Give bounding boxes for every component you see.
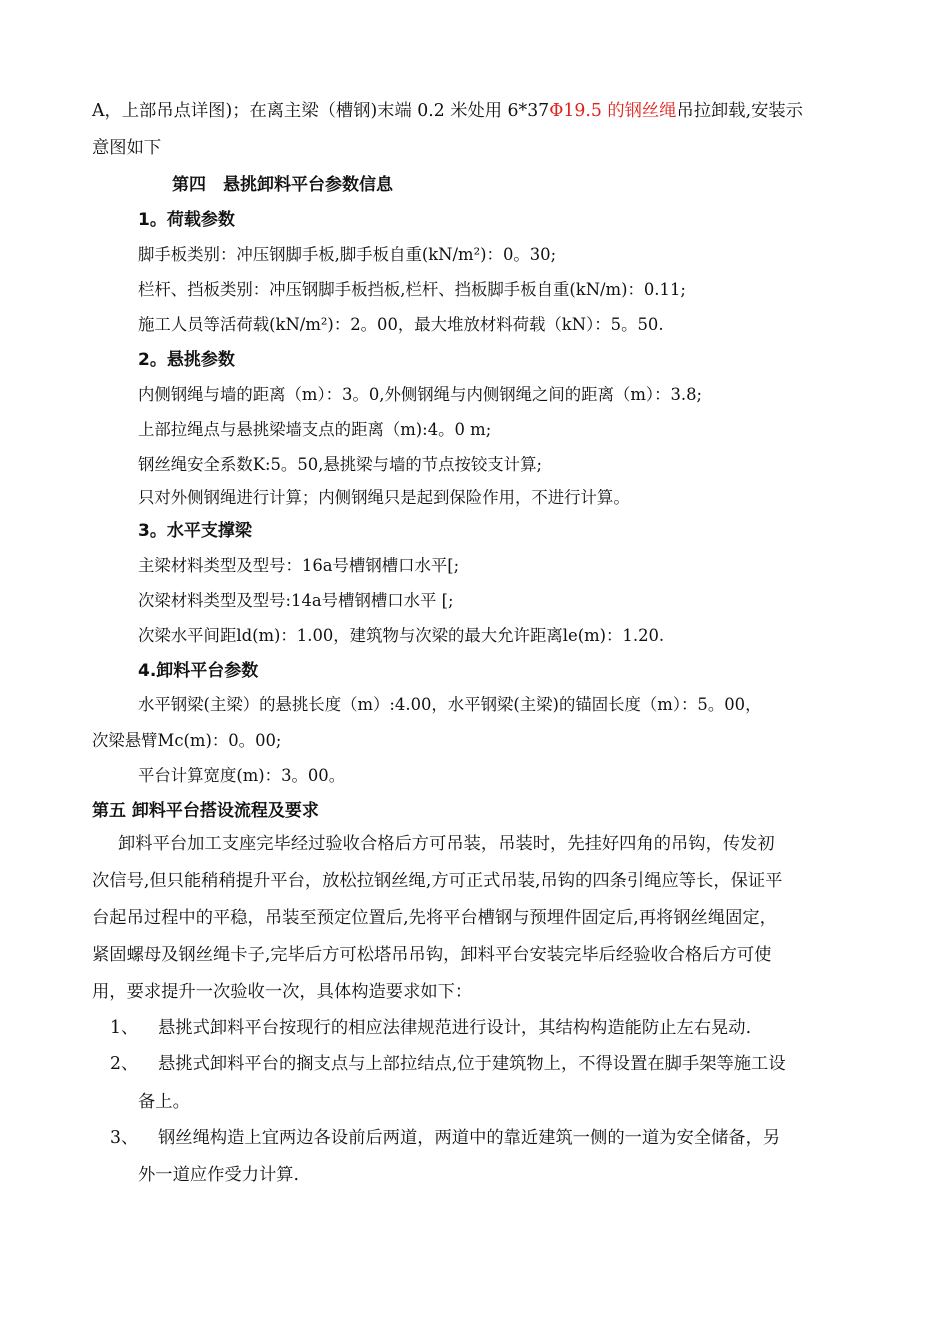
item-3-number: 3、: [110, 1128, 139, 1148]
section4-h2-line-4: 只对外侧钢绳进行计算；内侧钢绳只是起到保险作用，不进行计算。: [138, 488, 630, 507]
section5-para-line-2: 次信号,但只能稍稍提升平台，放松拉钢丝绳,方可正式吊装,吊钩的四条引绳应等长，保证平: [92, 871, 783, 891]
item-2-text-cont: 备上。: [138, 1092, 190, 1112]
item-1-number: 1、: [110, 1018, 139, 1038]
section4-heading-1: 1。荷载参数: [138, 210, 235, 230]
intro-text-red: Φ19.5 的钢丝绳: [549, 101, 677, 121]
section4-heading-4: 4.卸料平台参数: [138, 661, 259, 681]
section4-h3-line-1: 主梁材料类型及型号：16a号槽钢槽口水平[;: [138, 556, 460, 575]
section4-h3-line-2: 次梁材料类型及型号:14a号槽钢槽口水平 [;: [138, 591, 454, 610]
section5-para-line-4: 紧固螺母及钢丝绳卡子,完毕后方可松塔吊吊钩，卸料平台安装完毕后经验收合格后方可使: [92, 945, 772, 965]
intro-line-1: [92, 99, 803, 123]
section5-title: 第五 卸料平台搭设流程及要求: [92, 801, 319, 821]
intro-text-a: A，上部吊点详图)；在离主梁（槽钢)末端 0.2 米处用 6*37: [92, 101, 550, 121]
item-2-number: 2、: [110, 1054, 139, 1074]
section4-h4-line-1: 水平钢梁(主梁）的悬挑长度（m）:4.00，水平钢梁(主梁)的锚固长度（m）：5。00，: [138, 695, 762, 714]
section4-h1-line-3: 施工人员等活荷载(kN/m²)：2。00，最大堆放材料荷载（kN）：5。50.: [138, 315, 664, 334]
item-3-text-cont: 外一道应作受力计算.: [138, 1165, 300, 1185]
section4-h4-line-3: 平台计算宽度(m)：3。00。: [138, 766, 346, 785]
intro-text-b: 吊拉卸载,安装示: [676, 101, 803, 121]
section4-title: 第四 悬挑卸料平台参数信息: [172, 175, 393, 195]
intro-line-2: 意图如下: [92, 138, 162, 158]
section4-h2-line-2: 上部拉绳点与悬挑梁墙支点的距离（m):4。0 m;: [138, 420, 492, 439]
section4-h2-line-1: 内侧钢绳与墙的距离（m）：3。0,外侧钢绳与内侧钢绳之间的距离（m）：3.8;: [138, 385, 703, 404]
section4-h4-line-2: 次梁悬臂Mc(m)：0。00;: [92, 731, 282, 750]
item-2-text: 悬挑式卸料平台的搁支点与上部拉结点,位于建筑物上，不得设置在脚手架等施工设: [158, 1054, 786, 1074]
section4-h1-line-1: 脚手板类别：冲压钢脚手板,脚手板自重(kN/m²)：0。30;: [138, 245, 557, 264]
section5-para-line-1: 卸料平台加工支座完毕经过验收合格后方可吊装，吊装时，先挂好四角的吊钩，传发初: [118, 834, 775, 854]
section4-h2-line-3: 钢丝绳安全系数K:5。50,悬挑梁与墙的节点按铰支计算;: [138, 455, 542, 474]
item-1-text: 悬挑式卸料平台按现行的相应法律规范进行设计，其结构构造能防止左右晃动.: [158, 1018, 752, 1038]
section4-h1-line-2: 栏杆、挡板类别：冲压钢脚手板挡板,栏杆、挡板脚手板自重(kN/m)：0.11;: [138, 280, 686, 299]
section5-para-line-3: 台起吊过程中的平稳，吊装至预定位置后,先将平台槽钢与预埋件固定后,再将钢丝绳固定，: [92, 908, 777, 928]
section4-heading-3: 3。水平支撑梁: [138, 521, 252, 541]
section4-h3-line-3: 次梁水平间距ld(m)：1.00，建筑物与次梁的最大允许距离le(m)：1.20.: [138, 626, 665, 645]
section4-heading-2: 2。悬挑参数: [138, 350, 235, 370]
section5-para-line-5: 用，要求提升一次验收一次，具体构造要求如下：: [92, 982, 473, 1002]
item-3-text: 钢丝绳构造上宜两边各设前后两道，两道中的靠近建筑一侧的一道为安全储备，另: [158, 1128, 781, 1148]
